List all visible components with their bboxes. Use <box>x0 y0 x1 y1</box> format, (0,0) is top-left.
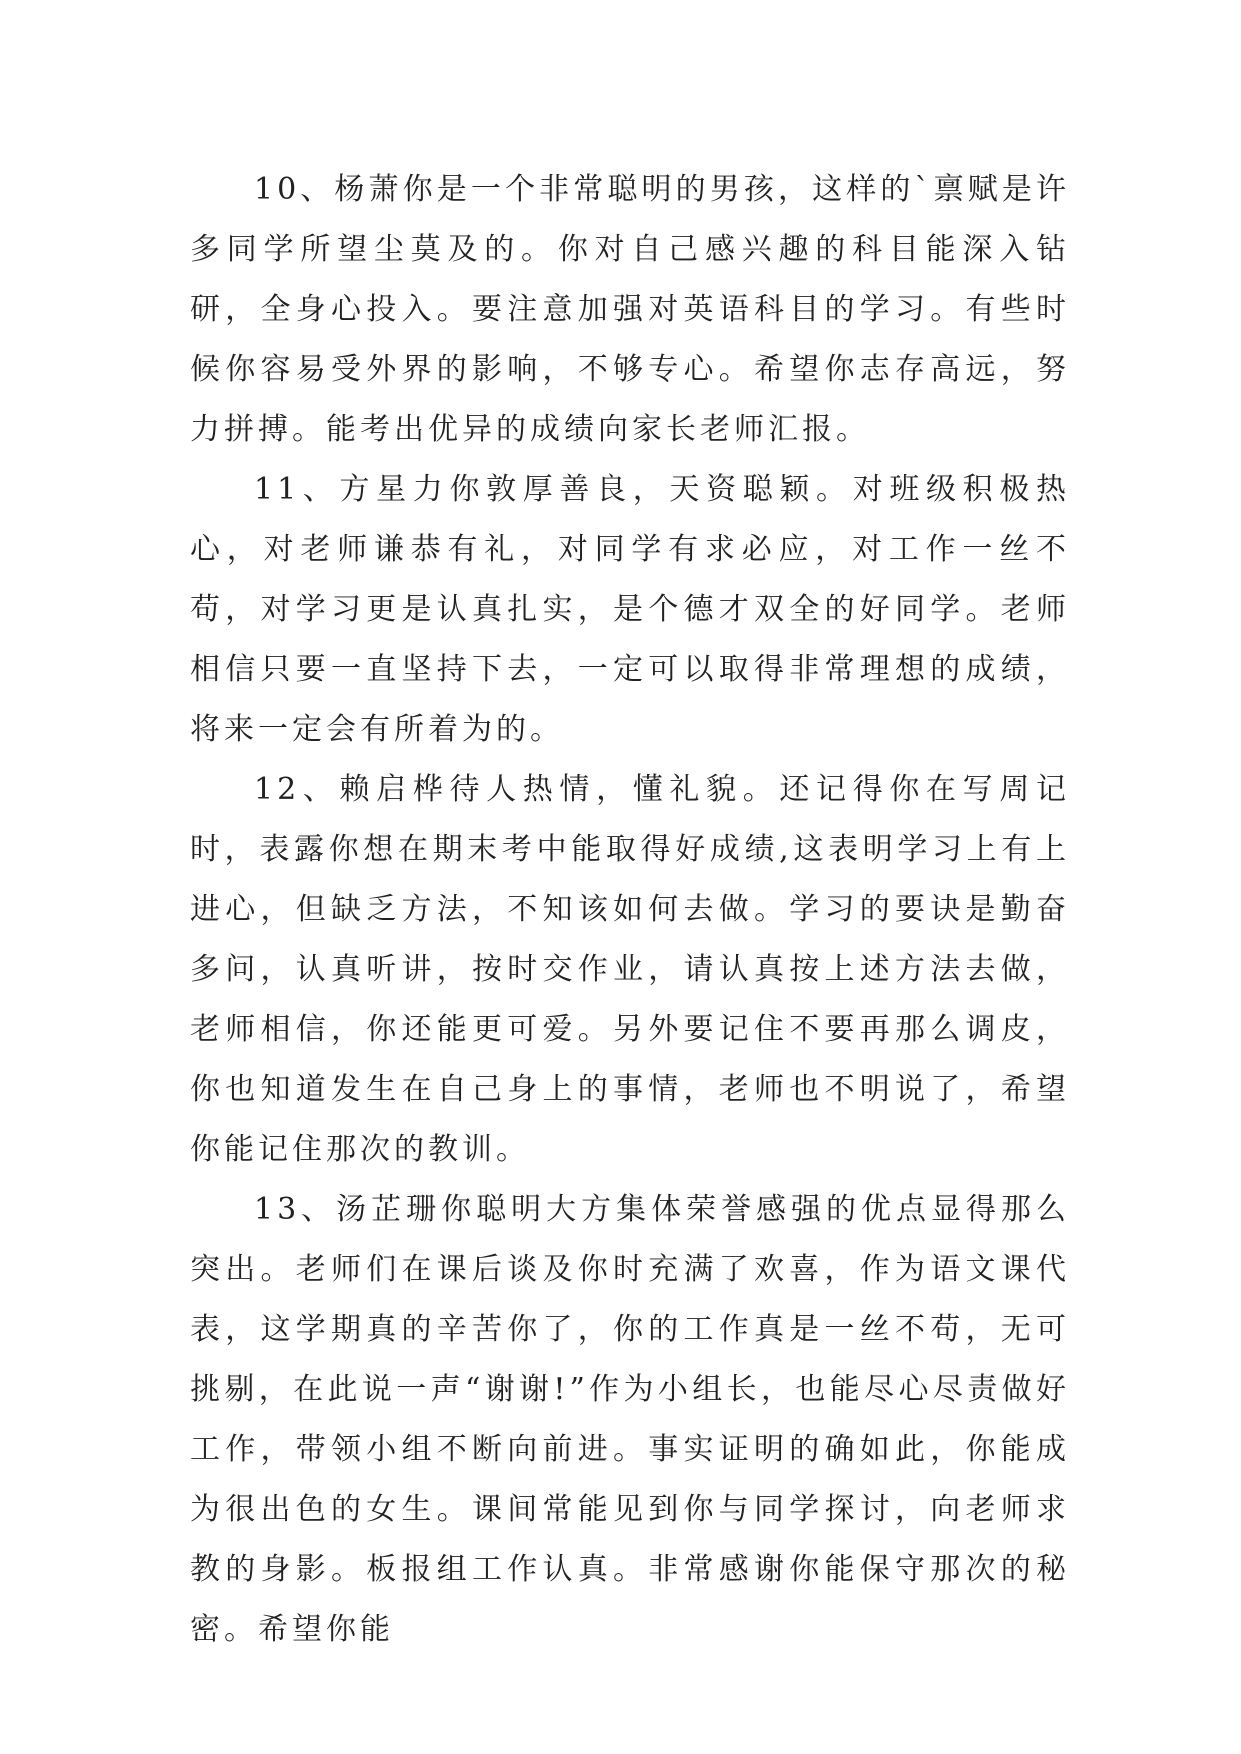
comment-paragraph-10: 10、杨萧你是一个非常聪明的男孩，这样的`禀赋是许多同学所望尘莫及的。你对自己感兴趣的科目能深入钻研，全身心投入。要注意加强对英语科目的学习。有些时候你容易受外界的影响，不够专心。希望你志存高远，努力拼搏。能考出优异的成绩向家长老师汇报。 <box>190 172 1070 447</box>
comment-paragraph-12: 12、赖启桦待人热情，懂礼貌。还记得你在写周记时，表露你想在期末考中能取得好成绩,这表明学习上有上进心，但缺乏方法，不知该如何去做。学习的要诀是勤奋多问，认真听讲，按时交作业，请认真按上述方法去做，老师相信，你还能更可爱。另外要记住不要再那么调皮，你也知道发生在自己身上的事情，老师也不明说了，希望你能记住那次的教训。 <box>190 772 1070 1167</box>
document-body <box>190 160 1070 1660</box>
comment-paragraph-13: 13、汤芷珊你聪明大方集体荣誉感强的优点显得那么突出。老师们在课后谈及你时充满了欢喜，作为语文课代表，这学期真的辛苦你了，你的工作真是一丝不苟，无可挑剔，在此说一声“谢谢!”作为小组长，也能尽心尽责做好工作，带领小组不断向前进。事实证明的确如此，你能成为很出色的女生。课间常能见到你与同学探讨，向老师求教的身影。板报组工作认真。非常感谢你能保守那次的秘密。希望你能 <box>190 1192 1070 1647</box>
comment-paragraph-11: 11、方星力你敦厚善良，天资聪颖。对班级积极热心，对老师谦恭有礼，对同学有求必应，对工作一丝不苟，对学习更是认真扎实，是个德才双全的好同学。老师相信只要一直坚持下去，一定可以取得非常理想的成绩，将来一定会有所着为的。 <box>190 472 1070 747</box>
